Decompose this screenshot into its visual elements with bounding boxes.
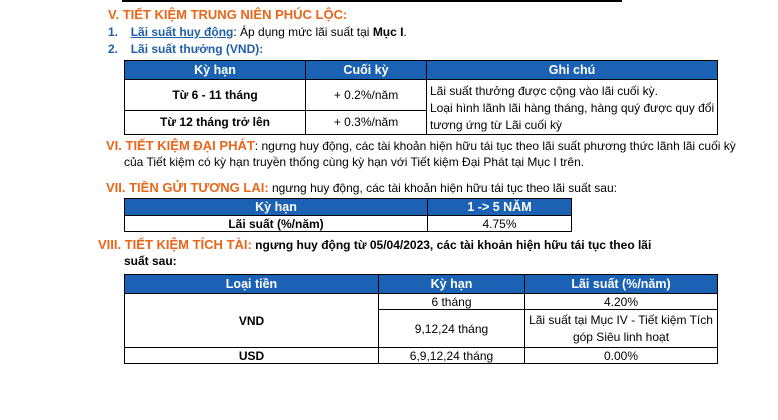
item1-label: Lãi suất huy động: [130, 25, 234, 39]
section-vi-text-1: : ngưng huy động, các tài khoản hiện hữu tái tục theo lãi suất phương thức lãnh lãi cuối kỳ: [254, 139, 736, 153]
header-term: Kỳ hạn: [125, 199, 428, 216]
rate-value: 4.75%: [428, 216, 572, 232]
item1-number: 1.: [108, 25, 119, 39]
row1-term: Từ 6 - 11 tháng: [125, 80, 306, 111]
section-viii-title: VIII. TIẾT KIỆM TÍCH TÀI:: [98, 237, 252, 252]
vnd-label: VND: [125, 294, 379, 348]
note-cell: [427, 80, 718, 135]
header-range: 1 -> 5 NĂM: [428, 199, 572, 216]
note-line-2: Loại hình lãnh lãi hàng tháng, hàng quý được quy đổi: [430, 101, 715, 115]
vnd-rate-2-line-2: góp Siêu linh hoạt: [572, 329, 670, 344]
top-rule: [122, 0, 622, 2]
item2-label: Lãi suất thưởng (VND):: [130, 42, 264, 56]
table-header-row: [125, 199, 572, 216]
section-viii-line1: [98, 237, 651, 253]
table-header-row: [125, 275, 718, 294]
vnd-rate-1: 4.20%: [525, 294, 718, 310]
item1-text-b: Mục I: [372, 25, 404, 39]
section-vi-line1: [106, 138, 736, 154]
item1-text-c: .: [403, 25, 407, 39]
future-deposit-table: [124, 198, 572, 232]
section-vii-text: ngưng huy động, các tài khoản hiện hữu tái tục theo lãi suất sau:: [268, 181, 617, 195]
item2-number: 2.: [108, 42, 119, 56]
bonus-rate-table: [124, 60, 718, 135]
note-line-1: Lãi suất thưởng được cộng vào lãi cuối kỳ.: [430, 84, 658, 98]
table-row: [125, 216, 572, 232]
rate-label: Lãi suất (%/năm): [125, 216, 428, 232]
header-term: Kỳ hạn: [379, 275, 525, 294]
row2-term: Từ 12 tháng trở lên: [125, 110, 306, 134]
usd-rate: 0.00%: [525, 348, 718, 364]
row2-rate: + 0.3%/năm: [306, 110, 427, 134]
vnd-term-2: 9,12,24 tháng: [379, 310, 525, 348]
note-line-3: tương ứng từ Lãi cuối kỳ: [430, 118, 563, 132]
section-viii-text-2: suất sau:: [124, 254, 177, 268]
row1-rate: + 0.2%/năm: [306, 80, 427, 111]
vnd-rate-2: [525, 310, 718, 348]
section-viii-text-1: ngưng huy động từ 05/04/2023, các tài khoản hiện hữu tái tục theo lãi: [251, 238, 652, 252]
vnd-term-1: 6 tháng: [379, 294, 525, 310]
header-end-term: Cuối kỳ: [306, 61, 427, 80]
usd-term: 6,9,12,24 tháng: [379, 348, 525, 364]
table-row: [125, 80, 718, 111]
table-header-row: [125, 61, 718, 80]
section-v-title: V. TIẾT KIỆM TRUNG NIÊN PHÚC LỘC:: [108, 7, 348, 22]
vnd-rate-2-line-1: Lãi suất tại Mục IV - Tiết kiệm Tích: [529, 312, 713, 327]
section-v-item1: [108, 25, 407, 40]
section-vii-line: [106, 180, 617, 196]
section-v-item2: [108, 42, 263, 57]
header-rate: Lãi suất (%/năm): [525, 275, 718, 294]
accumulation-table: [124, 274, 718, 364]
section-vi-title: VI. TIẾT KIỆM ĐẠI PHÁT: [106, 138, 255, 153]
usd-label: USD: [125, 348, 379, 364]
item1-text-a: : Áp dụng mức lãi suất tại: [233, 25, 373, 39]
header-term: Kỳ hạn: [125, 61, 306, 80]
table-row: [125, 348, 718, 364]
section-vi-text-2: của Tiết kiệm có kỳ hạn truyền thống cùng kỳ hạn với Tiết kiệm Đại Phát tại Mục I trên.: [124, 155, 585, 169]
table-row: [125, 294, 718, 310]
header-currency: Loại tiền: [125, 275, 379, 294]
header-note: Ghi chú: [427, 61, 718, 80]
section-vii-title: VII. TIỀN GỬI TƯƠNG LAI:: [106, 180, 269, 195]
